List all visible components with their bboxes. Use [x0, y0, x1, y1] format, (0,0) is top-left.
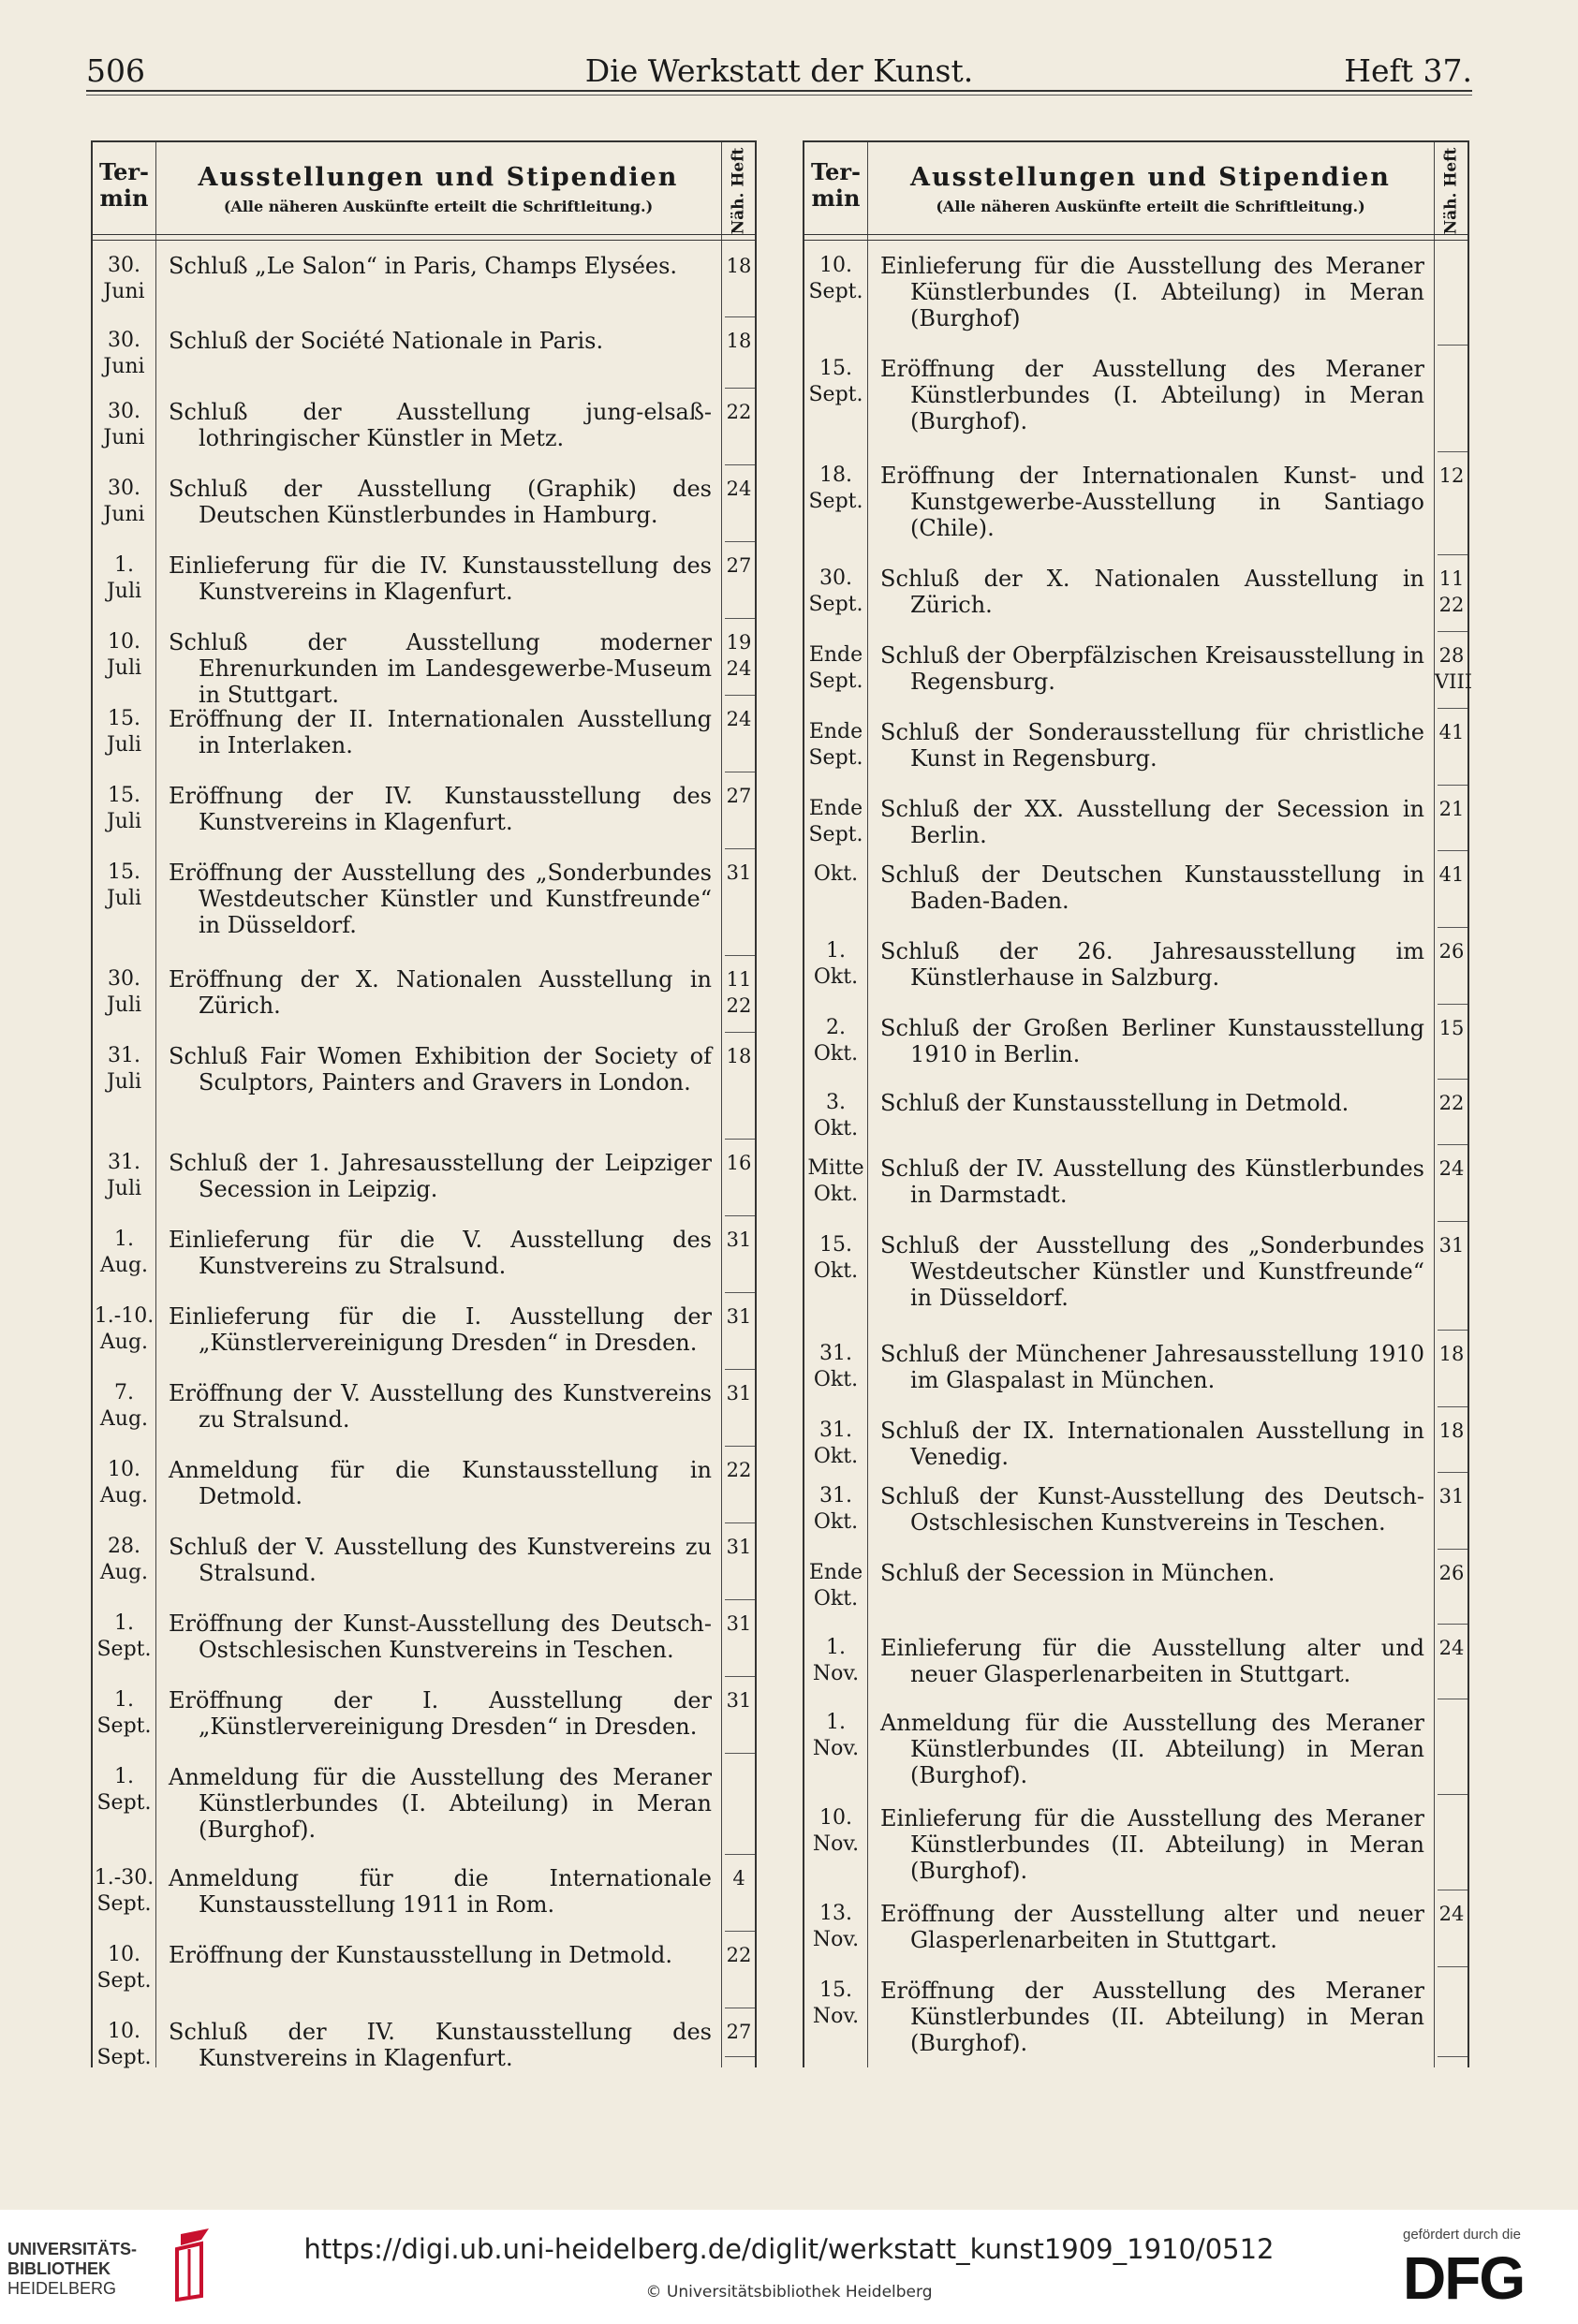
heft-separator [725, 2056, 755, 2057]
heft-separator [1438, 1624, 1467, 1625]
library-line-1: UNIVERSITÄTS- [7, 2240, 138, 2258]
heft-separator [1438, 1330, 1467, 1331]
row-heft-reference: 41 [1438, 863, 1465, 886]
row-heft-reference: 22 [726, 1944, 752, 1966]
heft-separator [1438, 1004, 1467, 1005]
journal-title: Die Werkstatt der Kunst. [584, 52, 974, 89]
heft-separator [1438, 345, 1467, 346]
row-date: 30. Sept. [808, 566, 863, 616]
heft-separator [725, 1215, 755, 1216]
row-description: Eröffnung der IV. Kunstausstellung des Kunstvereins in Klagenfurt. [169, 783, 712, 835]
heft-separator [1438, 1079, 1467, 1080]
heft-separator [1438, 927, 1467, 928]
library-line-2: BIBLIOTHEK [7, 2259, 111, 2278]
column-rule [721, 140, 722, 2067]
table-header [804, 140, 1467, 236]
header-title: Ausstellungen und Stipendien [910, 163, 1391, 192]
row-description: Schluß der 26. Jahresausstellung im Künstlerhause in Salzburg. [880, 938, 1424, 991]
right-exhibition-table [803, 140, 1473, 2067]
header-title-block [155, 163, 721, 215]
row-description: Schluß der Münchener Jahresausstellung 1910 im Glaspalast in München. [880, 1341, 1424, 1393]
row-date: 28. Aug. [99, 1535, 149, 1584]
row-date: 15. Nov. [812, 1978, 860, 2028]
row-date: 31. Okt. [813, 1484, 859, 1534]
row-description: Schluß der Ausstellung des „Sonderbundes Westdeutscher Künstler und Kunstfreunde“ in Düsseldorf. [880, 1232, 1424, 1311]
row-heft-reference: 11 22 [1438, 567, 1465, 616]
row-description: Eröffnung der Ausstellung des „Sonderbundes Westdeutscher Künstler und Kunstfreunde“ in Düsseldorf. [169, 860, 712, 938]
header-rule-thin [86, 95, 1472, 96]
row-heft-reference: 21 [1438, 798, 1465, 820]
row-description: Einlieferung für die I. Ausstellung der „Künstlervereinigung Dresden“ in Dresden. [169, 1303, 712, 1356]
header-subtitle: (Alle näheren Auskünfte erteilt die Schriftleitung.) [936, 198, 1365, 215]
permalink-url[interactable]: https://digi.ub.uni-heidelberg.de/diglit/werkstatt_kunst1909_1910/0512 [303, 2233, 1275, 2265]
row-date: 31. Juli [106, 1044, 142, 1094]
row-heft-reference: 18 [1438, 1419, 1465, 1442]
row-heft-reference: 16 [726, 1152, 752, 1174]
row-date: 1. Aug. [99, 1228, 149, 1277]
row-date: 7. Aug. [99, 1381, 149, 1431]
row-date: 30. Juli [106, 967, 142, 1017]
row-heft-reference: 24 [1438, 1157, 1465, 1180]
row-description: Schluß der Ausstellung (Graphik) des Deutschen Künstlerbundes in Hamburg. [169, 476, 712, 528]
row-description: Einlieferung für die Ausstellung des Meraner Künstlerbundes (II. Abteilung) in Meran (Burghof). [880, 1805, 1424, 1884]
row-description: Schluß der Kunstausstellung in Detmold. [880, 1090, 1349, 1116]
row-heft-reference: 15 [1438, 1017, 1465, 1039]
row-date: 1.-30. Sept. [94, 1866, 155, 1916]
row-description: Eröffnung der Internationalen Kunst- und Kunstgewerbe-Ausstellung in Santiago (Chile). [880, 463, 1424, 541]
heft-separator [725, 1753, 755, 1754]
row-date: 15. Sept. [808, 357, 863, 406]
row-heft-reference: 24 [1438, 1637, 1465, 1659]
heft-separator [725, 695, 755, 696]
row-description: Anmeldung für die Internationale Kunstausstellung 1911 in Rom. [169, 1865, 712, 1918]
header-heft-label: Näh. Heft [729, 147, 748, 235]
row-description: Eröffnung der Kunstausstellung in Detmold. [169, 1942, 673, 1968]
heft-separator [725, 541, 755, 542]
heft-separator [725, 1292, 755, 1293]
heft-separator [725, 1139, 755, 1140]
header-heft [1437, 147, 1465, 235]
row-date: 1. Sept. [96, 1688, 152, 1738]
row-heft-reference: 27 [726, 2021, 752, 2043]
library-line-3: HEIDELBERG [7, 2279, 117, 2298]
row-description: Eröffnung der Ausstellung des Meraner Künstlerbundes (I. Abteilung) in Meran (Burghof). [880, 356, 1424, 434]
column-rule [867, 140, 868, 2067]
row-heft-reference: 24 [726, 708, 752, 730]
row-date: 10. Sept. [808, 254, 863, 303]
row-heft-reference: 22 [1438, 1092, 1465, 1114]
heft-separator [725, 955, 755, 956]
row-heft-reference: 31 [726, 1228, 752, 1251]
header-subtitle: (Alle näheren Auskünfte erteilt die Schriftleitung.) [223, 198, 654, 215]
row-description: Eröffnung der I. Ausstellung der „Künstlervereinigung Dresden“ in Dresden. [169, 1687, 712, 1740]
row-description: Anmeldung für die Kunstausstellung in Detmold. [169, 1457, 712, 1509]
row-heft-reference: 18 [726, 330, 752, 352]
row-description: Eröffnung der V. Ausstellung des Kunstvereins zu Stralsund. [169, 1380, 712, 1433]
row-description: Einlieferung für die IV. Kunstausstellung des Kunstvereins in Klagenfurt. [169, 552, 712, 605]
row-date: 18. Sept. [808, 463, 863, 513]
issue-label: Heft 37. [1344, 52, 1472, 89]
row-date: 2. Okt. [813, 1016, 859, 1066]
row-description: Eröffnung der Kunst-Ausstellung des Deutsch-Ostschlesischen Kunstvereins in Teschen. [169, 1611, 712, 1663]
heft-separator [725, 1522, 755, 1523]
heft-separator [1438, 1549, 1467, 1550]
row-date: 1. Sept. [96, 1765, 152, 1815]
heft-separator [725, 1931, 755, 1932]
header-heft [724, 147, 752, 235]
row-heft-reference: 31 [726, 1382, 752, 1405]
row-date: 30. Juni [103, 477, 145, 526]
row-description: Anmeldung für die Ausstellung des Meraner Künstlerbundes (II. Abteilung) in Meran (Burghof). [880, 1710, 1424, 1788]
row-heft-reference: 27 [726, 554, 752, 577]
header-title-block [867, 163, 1434, 215]
heft-separator [1438, 1406, 1467, 1407]
heft-separator [725, 1854, 755, 1855]
row-heft-reference: 26 [1438, 1562, 1465, 1584]
row-description: Eröffnung der II. Internationalen Ausstellung in Interlaken. [169, 706, 712, 758]
row-heft-reference: 31 [726, 1305, 752, 1328]
heft-separator [725, 1032, 755, 1033]
row-date: 30. Juni [103, 329, 145, 378]
row-date: Mitte Okt. [807, 1156, 864, 1206]
row-heft-reference: 24 [726, 478, 752, 500]
row-date: 13. Nov. [812, 1902, 860, 1951]
row-description: Schluß der Deutschen Kunstausstellung in Baden-Baden. [880, 861, 1424, 914]
row-heft-reference: 27 [726, 785, 752, 807]
heft-separator [1438, 1221, 1467, 1222]
row-description: Schluß der Secession in München. [880, 1560, 1276, 1586]
dfg-logo: DFG [1403, 2244, 1525, 2312]
heft-separator [1438, 1794, 1467, 1795]
row-heft-reference: 4 [732, 1867, 745, 1890]
page-number: 506 [86, 52, 145, 89]
row-date: 1. Nov. [812, 1711, 860, 1760]
row-date: 1. Okt. [813, 939, 859, 989]
heft-separator [1438, 2056, 1467, 2057]
row-description: Schluß Fair Women Exhibition der Society of Sculptors, Painters and Gravers in London. [169, 1043, 712, 1096]
row-heft-reference: 41 [1438, 721, 1465, 743]
heft-separator [725, 1599, 755, 1600]
row-date: 3. Okt. [813, 1091, 859, 1140]
row-heft-reference: 12 [1438, 464, 1465, 487]
header-rule [804, 240, 1467, 241]
row-description: Schluß „Le Salon“ in Paris, Champs Elysées. [169, 253, 678, 279]
row-heft-reference: 22 [726, 401, 752, 423]
row-description: Schluß der IV. Ausstellung des Künstlerbundes in Darmstadt. [880, 1155, 1424, 1208]
header-rule [93, 234, 755, 235]
row-heft-reference: 26 [1438, 940, 1465, 963]
row-description: Schluß der IV. Kunstausstellung des Kunstvereins in Klagenfurt. [169, 2019, 712, 2071]
column-rule [155, 140, 156, 2067]
heft-separator [1438, 631, 1467, 632]
row-date: 10. Aug. [99, 1458, 149, 1508]
row-description: Einlieferung für die Ausstellung des Meraner Künstlerbundes (I. Abteilung) in Meran (Burghof) [880, 253, 1424, 331]
row-date: 10. Nov. [812, 1806, 860, 1856]
row-heft-reference: 11 22 [726, 968, 752, 1017]
header-termin: Ter- min [811, 158, 861, 212]
row-description: Schluß der 1. Jahresausstellung der Leipziger Secession in Leipzig. [169, 1150, 712, 1202]
heft-separator [725, 316, 755, 317]
row-heft-reference: 22 [726, 1459, 752, 1481]
heft-separator [725, 464, 755, 465]
row-description: Schluß der X. Nationalen Ausstellung in Zürich. [880, 566, 1424, 618]
table-header [93, 140, 755, 236]
row-heft-reference: 31 [1438, 1485, 1465, 1508]
row-date: 15. Juli [106, 860, 142, 910]
footer-bar [0, 2210, 1578, 2324]
row-date: 10. Juli [106, 630, 142, 680]
heft-separator [725, 618, 755, 619]
row-date: 10. Sept. [96, 2020, 152, 2069]
row-date: 15. Juli [106, 784, 142, 833]
heft-separator [725, 388, 755, 389]
header-rule [86, 90, 1472, 92]
row-description: Schluß der Ausstellung moderner Ehrenurkunden im Landesgewerbe-Museum in Stuttgart. [169, 629, 712, 708]
heft-separator [1438, 785, 1467, 786]
heft-separator [1438, 1966, 1467, 1967]
row-date: 1. Nov. [812, 1636, 860, 1685]
row-heft-reference: 31 [726, 1536, 752, 1558]
row-date: Ende Sept. [808, 643, 863, 693]
funding-note: gefördert durch die [1403, 2227, 1521, 2243]
row-description: Schluß der Ausstellung jung-elsaß-lothringischer Künstler in Metz. [169, 399, 712, 451]
row-date: 30. Juni [103, 400, 145, 449]
row-description: Schluß der Oberpfälzischen Kreisausstellung in Regensburg. [880, 642, 1424, 695]
copyright-notice: © Universitätsbibliothek Heidelberg [645, 2283, 933, 2302]
row-date: 31. Juli [106, 1151, 142, 1200]
row-description: Eröffnung der Ausstellung des Meraner Künstlerbundes (II. Abteilung) in Meran (Burghof). [880, 1978, 1424, 2056]
row-heft-reference: 18 [726, 255, 752, 277]
row-description: Schluß der Société Nationale in Paris. [169, 328, 604, 354]
heft-separator [725, 1446, 755, 1447]
row-date: 15. Okt. [813, 1233, 859, 1283]
row-description: Anmeldung für die Ausstellung des Meraner Künstlerbundes (I. Abteilung) in Meran (Burghof). [169, 1764, 712, 1843]
row-heft-reference: 31 [726, 1612, 752, 1635]
heft-separator [1438, 1144, 1467, 1145]
heft-separator [725, 848, 755, 849]
row-description: Schluß der Kunst-Ausstellung des Deutsch-Ostschlesischen Kunstvereins in Teschen. [880, 1483, 1424, 1536]
row-description: Einlieferung für die V. Ausstellung des Kunstvereins zu Stralsund. [169, 1227, 712, 1279]
row-heft-reference: 31 [726, 1689, 752, 1712]
row-date: 1.-10. Aug. [94, 1304, 155, 1354]
row-heft-reference: 24 [1438, 1903, 1465, 1925]
heft-separator [1438, 1472, 1467, 1473]
row-description: Einlieferung für die Ausstellung alter und neuer Glasperlenarbeiten in Stuttgart. [880, 1635, 1424, 1687]
header-title: Ausstellungen und Stipendien [198, 163, 679, 192]
header-heft-label: Näh. Heft [1441, 147, 1461, 235]
row-date: 1. Juli [106, 553, 142, 603]
row-date: 31. Okt. [813, 1342, 859, 1391]
row-description: Eröffnung der X. Nationalen Ausstellung in Zürich. [169, 966, 712, 1019]
row-description: Schluß der XX. Ausstellung der Secession in Berlin. [880, 796, 1424, 848]
row-description: Schluß der Großen Berliner Kunstausstellung 1910 in Berlin. [880, 1015, 1424, 1067]
row-date: Ende Okt. [808, 1561, 863, 1611]
row-description: Schluß der V. Ausstellung des Kunstvereins zu Stralsund. [169, 1534, 712, 1586]
row-date: Ende Sept. [808, 720, 863, 770]
row-heft-reference: 18 [1438, 1343, 1465, 1365]
left-exhibition-table [91, 140, 757, 2071]
heft-separator [1438, 451, 1467, 452]
heft-separator [1438, 708, 1467, 709]
row-heft-reference: 31 [1438, 1234, 1465, 1257]
row-heft-reference: 28 VIII [1435, 644, 1473, 693]
row-date: Ende Sept. [808, 797, 863, 846]
header-rule [93, 240, 755, 241]
row-date: 30. Juni [103, 254, 145, 303]
row-description: Schluß der Sonderausstellung für christliche Kunst in Regensburg. [880, 719, 1424, 772]
row-date: 15. Juli [106, 707, 142, 757]
heft-separator [1438, 850, 1467, 851]
row-date: 10. Sept. [96, 1943, 152, 1993]
row-date: 1. Sept. [96, 1611, 152, 1661]
row-date: Okt. [813, 862, 859, 886]
row-heft-reference: 19 24 [726, 631, 752, 680]
header-rule [804, 234, 1467, 235]
header-termin: Ter- min [99, 158, 149, 212]
heft-separator [725, 1676, 755, 1677]
heft-separator [1438, 554, 1467, 555]
row-description: Schluß der IX. Internationalen Ausstellung in Venedig. [880, 1418, 1424, 1470]
row-description: Eröffnung der Ausstellung alter und neuer Glasperlenarbeiten in Stuttgart. [880, 1901, 1424, 1953]
row-date: 31. Okt. [813, 1419, 859, 1468]
heft-separator [725, 1369, 755, 1370]
row-heft-reference: 18 [726, 1045, 752, 1067]
row-heft-reference: 31 [726, 861, 752, 884]
